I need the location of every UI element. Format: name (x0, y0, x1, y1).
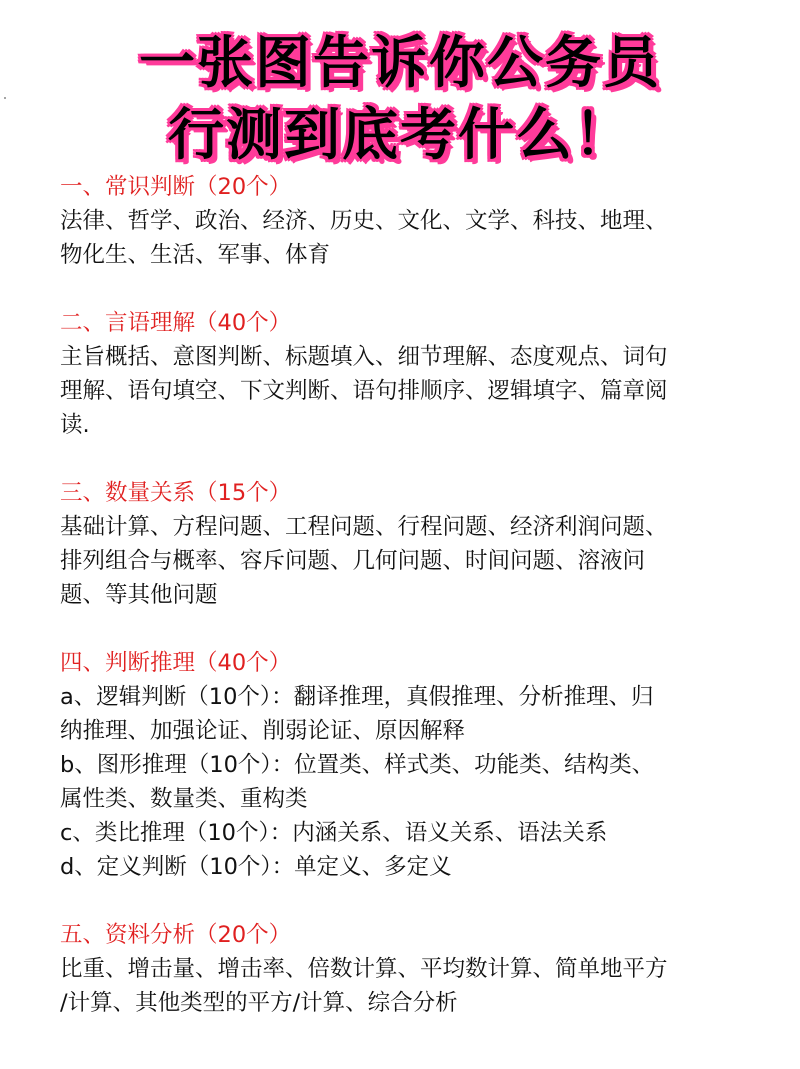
section-data-analysis (60, 918, 740, 1020)
section-text-line: 基础计算、方程问题、工程问题、行程问题、经济利润问题、 (60, 514, 668, 540)
section-common-sense (60, 170, 740, 272)
section-reasoning (60, 646, 740, 884)
section-heading: 四、判断推理（40个） (60, 650, 292, 676)
title-line-2: 行测到底考什么！ (168, 103, 632, 168)
section-text-line: 排列组合与概率、容斥问题、几何问题、时间问题、溶液问 (60, 548, 646, 574)
section-text-line: /计算、其他类型的平方/计算、综合分析 (60, 990, 458, 1016)
section-text-line: 读. (60, 412, 90, 438)
title-line-1: 一张图告诉你公务员 (139, 31, 661, 96)
section-text-line: 题、等其他问题 (60, 582, 218, 608)
section-quantitative (60, 476, 740, 612)
section-heading: 二、言语理解（40个） (60, 310, 292, 336)
section-verbal (60, 306, 740, 442)
section-text-line: 属性类、数量类、重构类 (60, 786, 308, 812)
section-text-line: 主旨概括、意图判断、标题填入、细节理解、态度观点、词句 (60, 344, 668, 370)
section-text-line: 法律、哲学、政治、经济、历史、文化、文学、科技、地理、 (60, 208, 668, 234)
section-text-line: 物化生、生活、军事、体育 (60, 242, 331, 268)
section-text-line: b、图形推理（10个）：位置类、样式类、功能类、结构类、 (60, 752, 655, 778)
section-text-line: 纳推理、加强论证、削弱论证、原因解释 (60, 718, 466, 744)
section-text-line: a、逻辑判断（10个）：翻译推理，真假推理、分析推理、归 (60, 684, 654, 710)
section-heading: 三、数量关系（15个） (60, 480, 292, 506)
section-heading: 一、常识判断（20个） (60, 174, 292, 200)
stray-dot (4, 97, 6, 99)
section-heading: 五、资料分析（20个） (60, 922, 292, 948)
section-text-line: 理解、语句填空、下文判断、语句排顺序、逻辑填字、篇章阅 (60, 378, 668, 404)
section-text-line: 比重、增击量、增击率、倍数计算、平均数计算、简单地平方 (60, 956, 668, 982)
section-text-line: d、定义判断（10个）：单定义、多定义 (60, 854, 452, 880)
content (60, 170, 740, 1054)
section-text-line: c、类比推理（10个）：内涵关系、语义关系、语法关系 (60, 820, 608, 846)
